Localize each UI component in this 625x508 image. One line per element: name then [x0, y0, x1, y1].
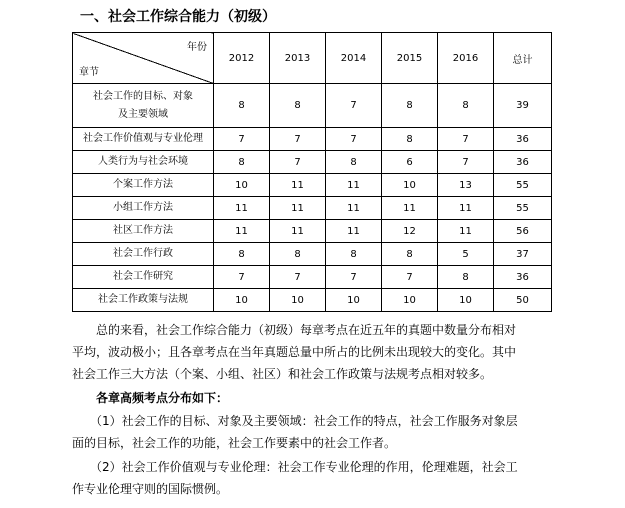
value-cell: 37 [494, 243, 552, 266]
table-row [73, 243, 552, 266]
column-header: 2014 [326, 33, 382, 84]
value-cell: 11 [326, 174, 382, 197]
value-cell: 39 [494, 84, 552, 128]
value-cell: 7 [382, 266, 438, 289]
row-name: 人类行为与社会环境 [98, 156, 188, 167]
value-cell: 11 [270, 174, 326, 197]
value-cell: 7 [326, 128, 382, 151]
row-name: 小组工作方法 [113, 202, 173, 213]
text-line: 总的来看，社会工作综合能力（初级）每章考点在近五年的真题中数量分布相对 [72, 323, 517, 337]
row-name-cell [73, 151, 214, 174]
summary-paragraph [72, 319, 548, 385]
value-cell: 7 [270, 266, 326, 289]
value-cell: 10 [214, 174, 270, 197]
table-row [73, 128, 552, 151]
row-name-cell [73, 243, 214, 266]
value-cell: 10 [382, 174, 438, 197]
value-cell: 11 [438, 197, 494, 220]
row-name-cell [73, 220, 214, 243]
value-cell: 11 [214, 197, 270, 220]
table-row [73, 197, 552, 220]
value-cell: 50 [494, 289, 552, 312]
column-header: 2016 [438, 33, 494, 84]
point-paragraph-2 [72, 456, 548, 500]
column-header: 2013 [270, 33, 326, 84]
text-line: 平均，波动极小；且各章考点在当年真题总量中所占的比例未出现较大的变化。其中 [72, 345, 517, 359]
value-cell: 55 [494, 197, 552, 220]
value-cell: 11 [326, 220, 382, 243]
row-name-cell [73, 128, 214, 151]
table-row [73, 84, 552, 128]
value-cell: 36 [494, 266, 552, 289]
row-name-cell [73, 197, 214, 220]
row-name-cell [73, 289, 214, 312]
value-cell: 10 [438, 289, 494, 312]
value-cell: 10 [326, 289, 382, 312]
table-header-row [73, 33, 552, 84]
value-cell: 56 [494, 220, 552, 243]
score-distribution-table [72, 32, 552, 312]
row-name-cell [73, 266, 214, 289]
column-header: 2015 [382, 33, 438, 84]
column-header: 总计 [494, 33, 552, 84]
table-row [73, 266, 552, 289]
table-row [73, 289, 552, 312]
table-row [73, 174, 552, 197]
value-cell: 7 [438, 151, 494, 174]
value-cell: 11 [326, 197, 382, 220]
value-cell: 11 [382, 197, 438, 220]
corner-chapter-label: 章节 [79, 67, 99, 78]
value-cell: 8 [438, 84, 494, 128]
text-line: 作专业伦理守则的国际惯例。 [72, 482, 229, 496]
subheading [72, 387, 548, 409]
corner-year-label: 年份 [187, 42, 207, 53]
row-name: 社区工作方法 [113, 225, 173, 236]
value-cell: 11 [270, 220, 326, 243]
value-cell: 8 [382, 128, 438, 151]
value-cell: 11 [438, 220, 494, 243]
point-paragraph-1 [72, 410, 548, 454]
value-cell: 8 [382, 243, 438, 266]
column-header: 2012 [214, 33, 270, 84]
row-name: 及主要领域 [118, 108, 168, 120]
value-cell: 8 [214, 151, 270, 174]
text-line: 社会工作三大方法（个案、小组、社区）和社会工作政策与法规考点相对较多。 [72, 367, 493, 381]
row-name-cell [73, 84, 214, 128]
value-cell: 10 [270, 289, 326, 312]
value-cell: 8 [326, 151, 382, 174]
value-cell: 6 [382, 151, 438, 174]
value-cell: 55 [494, 174, 552, 197]
table-row [73, 220, 552, 243]
value-cell: 8 [214, 243, 270, 266]
value-cell: 7 [326, 266, 382, 289]
row-name: 社会工作政策与法规 [98, 294, 188, 305]
table-row [73, 151, 552, 174]
value-cell: 7 [214, 266, 270, 289]
text-line: （1）社会工作的目标、对象及主要领域：社会工作的特点，社会工作服务对象层 [72, 414, 518, 428]
value-cell: 36 [494, 151, 552, 174]
value-cell: 8 [214, 84, 270, 128]
row-name: 社会工作行政 [113, 248, 173, 259]
corner-cell [73, 33, 214, 84]
value-cell: 7 [214, 128, 270, 151]
value-cell: 7 [438, 128, 494, 151]
value-cell: 7 [326, 84, 382, 128]
value-cell: 10 [214, 289, 270, 312]
value-cell: 8 [326, 243, 382, 266]
text-line: 面的目标，社会工作的功能，社会工作要素中的社会工作者。 [72, 436, 397, 450]
value-cell: 7 [270, 151, 326, 174]
value-cell: 11 [214, 220, 270, 243]
value-cell: 36 [494, 128, 552, 151]
section-heading: 一、社会工作综合能力（初级） [80, 9, 276, 25]
value-cell: 11 [270, 197, 326, 220]
row-name: 社会工作的目标、对象 [93, 90, 193, 102]
value-cell: 8 [270, 84, 326, 128]
text-line: 各章高频考点分布如下： [72, 391, 229, 405]
row-name: 社会工作价值观与专业伦理 [83, 133, 203, 144]
text-line: （2）社会工作价值观与专业伦理：社会工作专业伦理的作用，伦理难题，社会工 [72, 460, 518, 474]
value-cell: 12 [382, 220, 438, 243]
row-name: 社会工作研究 [113, 271, 173, 282]
value-cell: 8 [382, 84, 438, 128]
value-cell: 5 [438, 243, 494, 266]
value-cell: 7 [270, 128, 326, 151]
row-name-cell [73, 174, 214, 197]
row-name: 个案工作方法 [113, 179, 173, 190]
value-cell: 8 [270, 243, 326, 266]
value-cell: 10 [382, 289, 438, 312]
value-cell: 13 [438, 174, 494, 197]
value-cell: 8 [438, 266, 494, 289]
